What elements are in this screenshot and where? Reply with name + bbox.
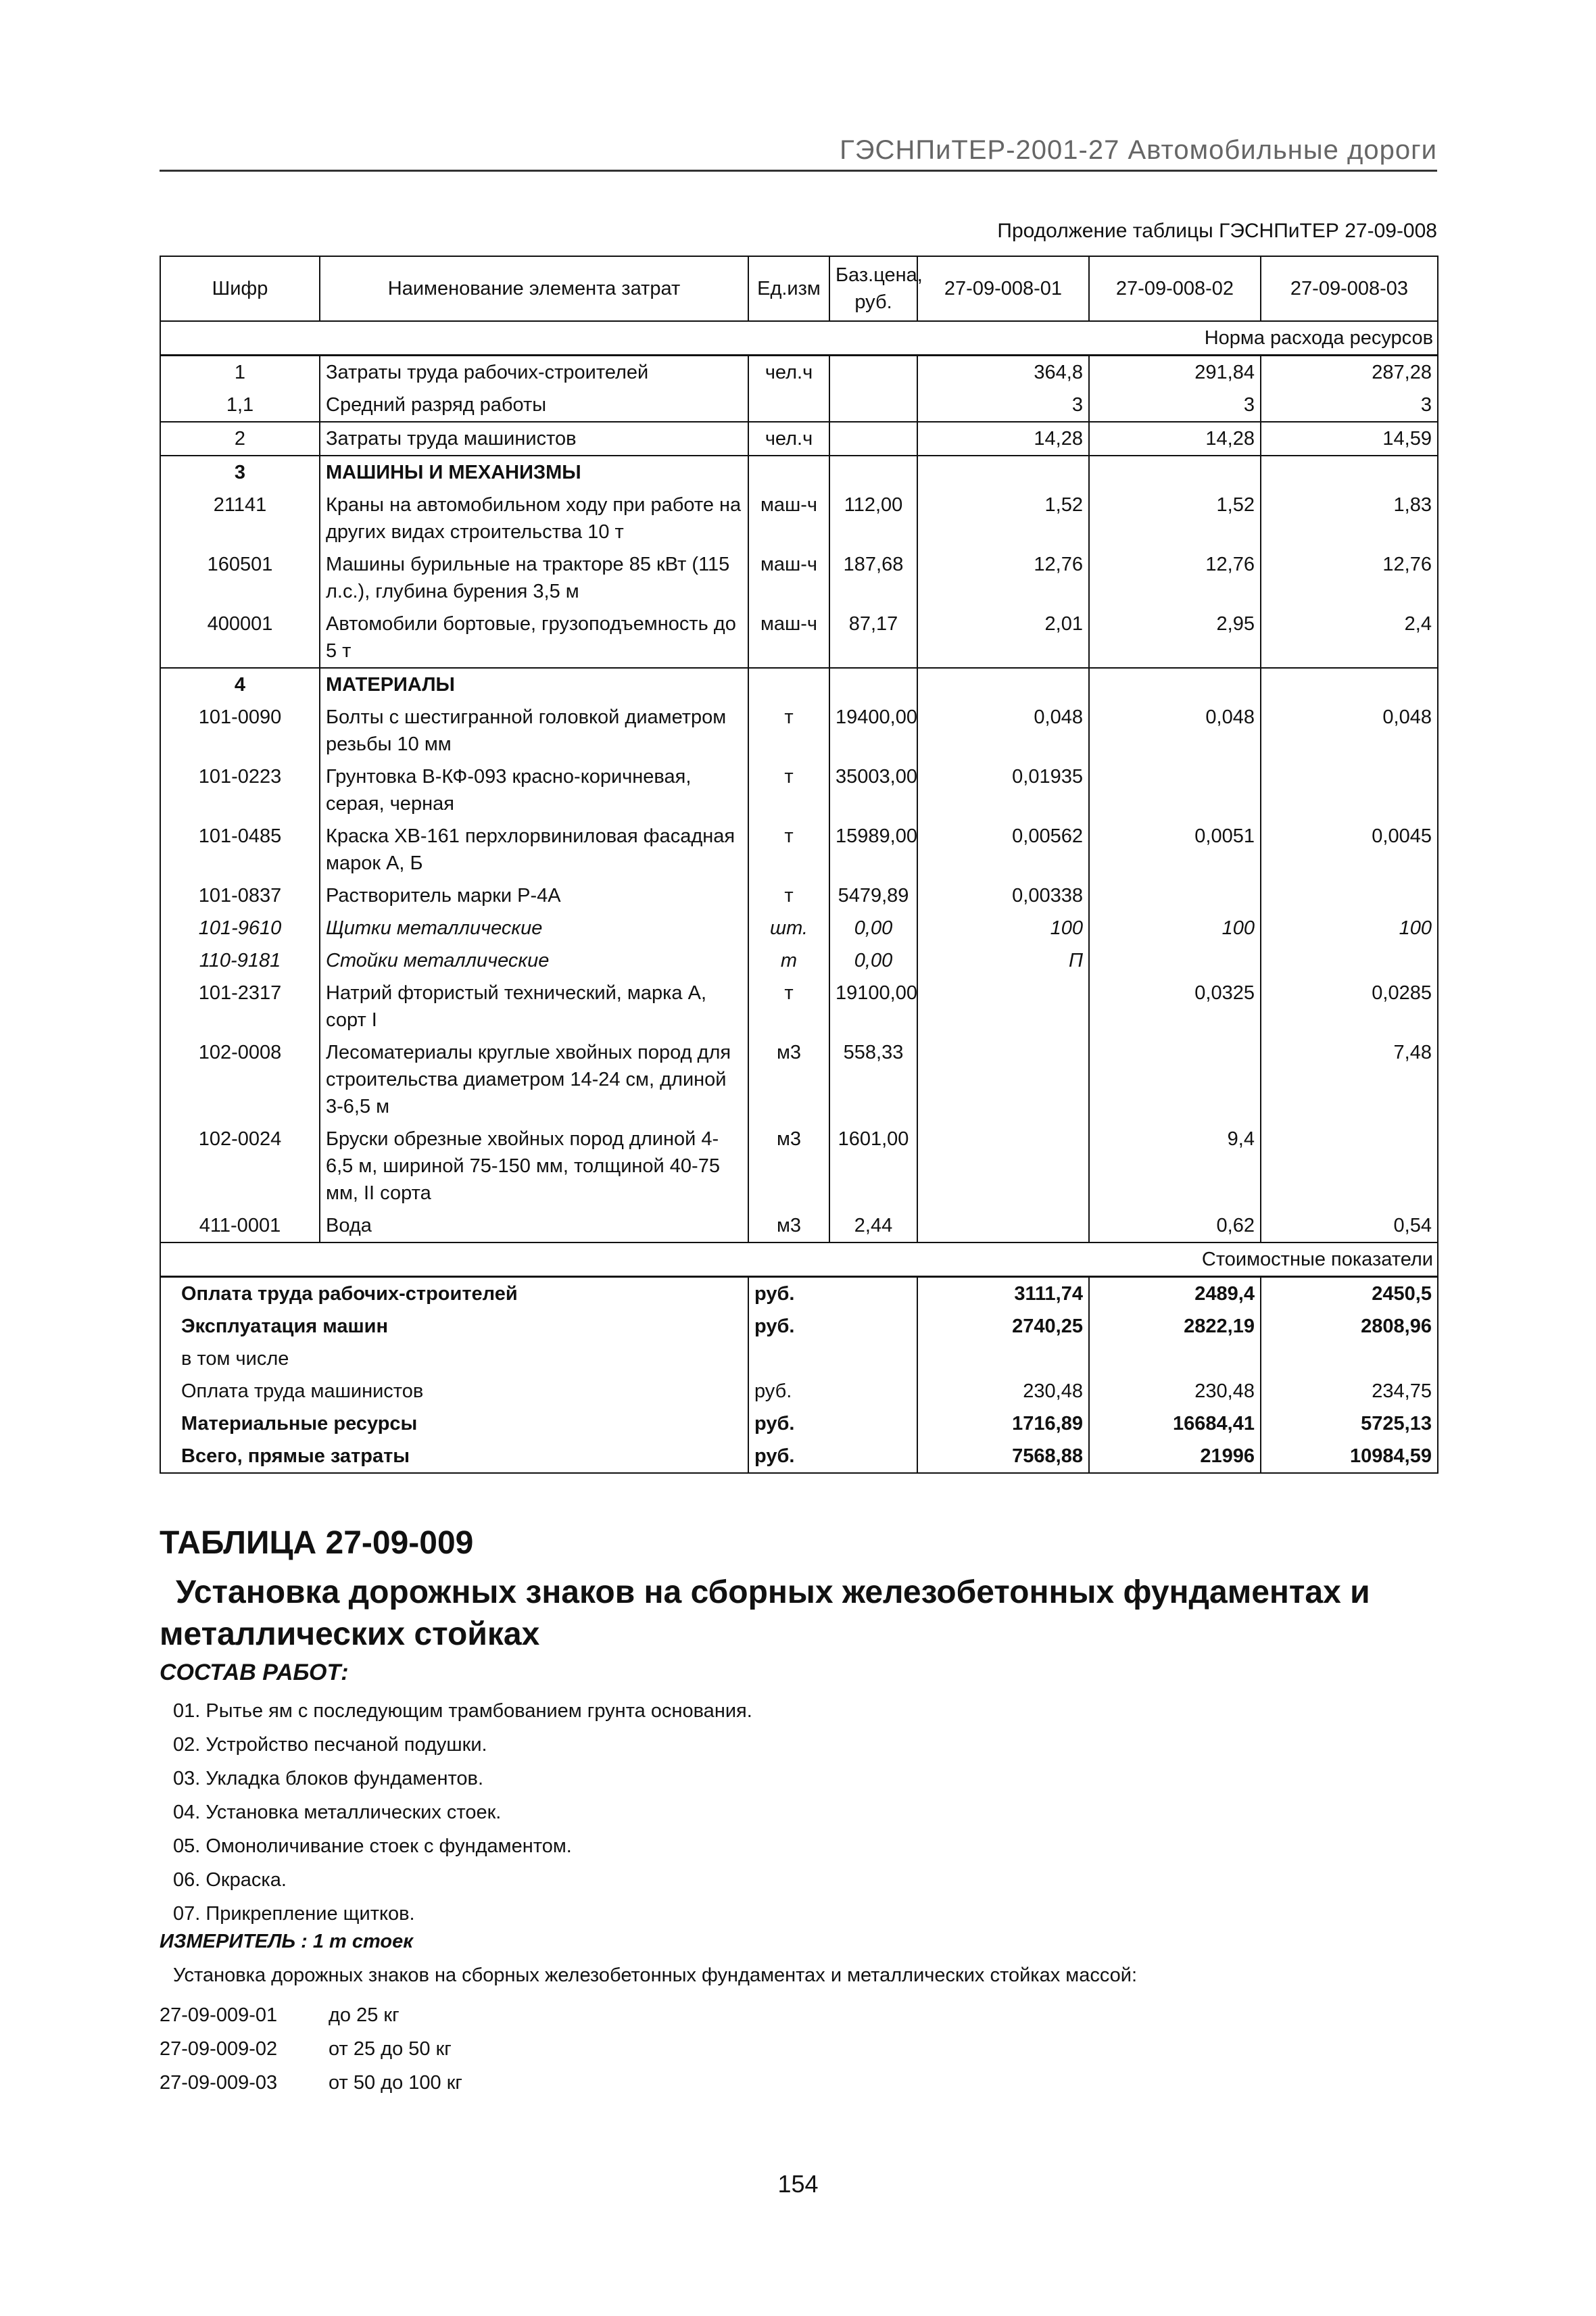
row-name: Грунтовка В-КФ-093 красно-коричневая, серая, черная	[320, 761, 748, 820]
row-unit: чел.ч	[748, 356, 829, 389]
row-unit: т	[748, 879, 829, 912]
row-value: 0,01935	[917, 761, 1089, 820]
row-name: Краны на автомобильном ходу при работе на других видах строительства 10 т	[320, 489, 748, 548]
row-value	[917, 1209, 1089, 1243]
row-code: 4	[160, 668, 320, 701]
row-price: 558,33	[829, 1036, 917, 1123]
row-code: 101-0090	[160, 701, 320, 761]
row-code: 101-9610	[160, 912, 320, 944]
row-value: 1,83	[1261, 489, 1438, 548]
row-value: 14,28	[1089, 422, 1261, 456]
total-spacer	[829, 1310, 917, 1343]
list-item: 06. Окраска.	[173, 1869, 287, 1891]
row-value: 2,01	[917, 608, 1089, 668]
row-name: Щитки металлические	[320, 912, 748, 944]
col-header: Шифр	[160, 256, 320, 321]
total-value: 2489,4	[1089, 1277, 1261, 1311]
row-value: 0,00562	[917, 820, 1089, 879]
row-name: МАТЕРИАЛЫ	[320, 668, 748, 701]
total-value: 5725,13	[1261, 1407, 1438, 1440]
row-code: 160501	[160, 548, 320, 608]
row-price: 0,00	[829, 912, 917, 944]
table-row	[160, 944, 1438, 977]
row-value	[917, 1036, 1089, 1123]
list-item	[160, 2066, 462, 2100]
row-price: 187,68	[829, 548, 917, 608]
variant-code: 27-09-009-02	[160, 2038, 278, 2060]
unit-of-measure: ИЗМЕРИТЕЛЬ : 1 т стоек	[160, 1931, 413, 1952]
total-value: 16684,41	[1089, 1407, 1261, 1440]
row-price	[829, 668, 917, 701]
row-price	[829, 422, 917, 456]
total-row	[160, 1277, 1438, 1311]
total-value: 1716,89	[917, 1407, 1089, 1440]
row-unit	[748, 668, 829, 701]
row-code: 21141	[160, 489, 320, 548]
col-header: Баз.цена, руб.	[829, 256, 917, 321]
row-name: Болты с шестигранной головкой диаметром резьбы 10 мм	[320, 701, 748, 761]
row-value	[917, 668, 1089, 701]
row-code: 102-0024	[160, 1123, 320, 1209]
total-name: Оплата труда рабочих-строителей	[160, 1277, 748, 1311]
row-code: 1	[160, 356, 320, 389]
row-name: Машины бурильные на тракторе 85 кВт (115 л.с.), глубина бурения 3,5 м	[320, 548, 748, 608]
row-price	[829, 356, 917, 389]
variants-intro: Установка дорожных знаков на сборных железобетонных фундаментах и металлических стойках массой:	[173, 1964, 1138, 1986]
table-row	[160, 608, 1438, 668]
row-value: 14,59	[1261, 422, 1438, 456]
row-value: 2,95	[1089, 608, 1261, 668]
total-row	[160, 1310, 1438, 1343]
table-row	[160, 1209, 1438, 1243]
col-header: 27-09-008-01	[917, 256, 1089, 321]
row-price	[829, 389, 917, 422]
row-value: 0,62	[1089, 1209, 1261, 1243]
row-value: 0,0045	[1261, 820, 1438, 879]
row-code: 411-0001	[160, 1209, 320, 1243]
row-value	[917, 456, 1089, 489]
row-value	[1089, 879, 1261, 912]
list-item: 02. Устройство песчаной подушки.	[173, 1734, 487, 1756]
total-value	[1261, 1343, 1438, 1375]
row-code: 2	[160, 422, 320, 456]
row-price: 35003,00	[829, 761, 917, 820]
total-spacer	[829, 1440, 917, 1473]
table-title: ТАБЛИЦА 27-09-009	[160, 1525, 474, 1561]
row-value	[917, 1123, 1089, 1209]
list-item	[160, 1998, 462, 2032]
band-norm-label: Норма расхода ресурсов	[160, 321, 1438, 356]
table-row	[160, 977, 1438, 1036]
row-value: 3	[1089, 389, 1261, 422]
row-unit: т	[748, 977, 829, 1036]
total-unit: руб.	[748, 1310, 829, 1343]
total-value	[917, 1343, 1089, 1375]
row-value: 0,0051	[1089, 820, 1261, 879]
total-spacer	[829, 1343, 917, 1375]
table-continuation-label: Продолжение таблицы ГЭСНПиТЕР 27-09-008	[997, 220, 1437, 242]
row-value: 7,48	[1261, 1036, 1438, 1123]
band-cost-row	[160, 1243, 1438, 1277]
row-value	[1261, 761, 1438, 820]
row-unit	[748, 389, 829, 422]
total-row	[160, 1343, 1438, 1375]
row-name: Бруски обрезные хвойных пород длиной 4-6,5 м, шириной 75-150 мм, толщиной 40-75 мм, II сорта	[320, 1123, 748, 1209]
total-row	[160, 1407, 1438, 1440]
total-spacer	[829, 1277, 917, 1311]
row-name: Затраты труда рабочих-строителей	[320, 356, 748, 389]
total-value: 230,48	[1089, 1375, 1261, 1407]
table-row	[160, 701, 1438, 761]
row-value: 0,048	[917, 701, 1089, 761]
variants-list	[160, 1998, 462, 2100]
total-value: 2740,25	[917, 1310, 1089, 1343]
row-value	[1261, 668, 1438, 701]
table-row	[160, 820, 1438, 879]
row-name: Стойки металлические	[320, 944, 748, 977]
total-name: в том числе	[160, 1343, 748, 1375]
row-value: 1,52	[917, 489, 1089, 548]
total-value: 2808,96	[1261, 1310, 1438, 1343]
col-header: Наименование элемента затрат	[320, 256, 748, 321]
table-row	[160, 548, 1438, 608]
row-value: 12,76	[917, 548, 1089, 608]
row-name: Автомобили бортовые, грузоподъемность до 5 т	[320, 608, 748, 668]
row-price: 15989,00	[829, 820, 917, 879]
row-value: 100	[1261, 912, 1438, 944]
total-name: Всего, прямые затраты	[160, 1440, 748, 1473]
row-unit: чел.ч	[748, 422, 829, 456]
row-unit: т	[748, 820, 829, 879]
row-value: 0,54	[1261, 1209, 1438, 1243]
list-item: 04. Установка металлических стоек.	[173, 1802, 502, 1823]
variant-text: от 25 до 50 кг	[329, 2038, 452, 2060]
row-value: 9,4	[1089, 1123, 1261, 1209]
total-unit: руб.	[748, 1277, 829, 1311]
variant-code: 27-09-009-01	[160, 2004, 278, 2026]
row-name: Краска ХВ-161 перхлорвиниловая фасадная марок А, Б	[320, 820, 748, 879]
row-price: 19100,00	[829, 977, 917, 1036]
row-value: 100	[917, 912, 1089, 944]
total-value: 230,48	[917, 1375, 1089, 1407]
table-row	[160, 912, 1438, 944]
row-unit: т	[748, 944, 829, 977]
total-row	[160, 1375, 1438, 1407]
table-row	[160, 1123, 1438, 1209]
row-name: Средний разряд работы	[320, 389, 748, 422]
list-item	[160, 2032, 462, 2066]
row-unit: м3	[748, 1036, 829, 1123]
row-name: Натрий фтористый технический, марка А, сорт I	[320, 977, 748, 1036]
table-row	[160, 456, 1438, 489]
row-name: МАШИНЫ И МЕХАНИЗМЫ	[320, 456, 748, 489]
row-price: 112,00	[829, 489, 917, 548]
row-price: 1601,00	[829, 1123, 917, 1209]
row-value	[1261, 879, 1438, 912]
row-name: Растворитель марки Р-4А	[320, 879, 748, 912]
row-value: 12,76	[1089, 548, 1261, 608]
total-name: Эксплуатация машин	[160, 1310, 748, 1343]
row-code: 101-0223	[160, 761, 320, 820]
row-value: 12,76	[1261, 548, 1438, 608]
row-code: 101-0837	[160, 879, 320, 912]
band-norm-row	[160, 321, 1438, 356]
row-value: 0,048	[1089, 701, 1261, 761]
row-unit: т	[748, 761, 829, 820]
row-unit: маш-ч	[748, 548, 829, 608]
table-row	[160, 1036, 1438, 1123]
row-unit: маш-ч	[748, 489, 829, 548]
table-row	[160, 389, 1438, 422]
row-value	[1261, 944, 1438, 977]
row-price: 0,00	[829, 944, 917, 977]
row-price: 2,44	[829, 1209, 917, 1243]
row-value: 3	[917, 389, 1089, 422]
row-unit: шт.	[748, 912, 829, 944]
total-spacer	[829, 1375, 917, 1407]
total-value: 7568,88	[917, 1440, 1089, 1473]
row-value: 14,28	[917, 422, 1089, 456]
row-value: 2,4	[1261, 608, 1438, 668]
resource-table	[160, 256, 1438, 1474]
row-unit: м3	[748, 1123, 829, 1209]
total-value: 10984,59	[1261, 1440, 1438, 1473]
variant-code: 27-09-009-03	[160, 2072, 278, 2094]
list-item: 07. Прикрепление щитков.	[173, 1903, 415, 1925]
total-unit: руб.	[748, 1407, 829, 1440]
row-name: Вода	[320, 1209, 748, 1243]
row-price: 19400,00	[829, 701, 917, 761]
row-value: 364,8	[917, 356, 1089, 389]
row-value	[1089, 944, 1261, 977]
row-value: 0,048	[1261, 701, 1438, 761]
table-header-row	[160, 256, 1438, 321]
table-row	[160, 422, 1438, 456]
row-value	[1261, 456, 1438, 489]
variant-text: до 25 кг	[329, 2004, 400, 2026]
table-row	[160, 761, 1438, 820]
row-code: 110-9181	[160, 944, 320, 977]
row-unit	[748, 456, 829, 489]
row-value: 0,0285	[1261, 977, 1438, 1036]
row-price: 87,17	[829, 608, 917, 668]
row-value: 1,52	[1089, 489, 1261, 548]
list-item: 01. Рытье ям с последующим трамбованием грунта основания.	[173, 1700, 752, 1722]
row-price: 5479,89	[829, 879, 917, 912]
total-value	[1089, 1343, 1261, 1375]
row-value	[1089, 456, 1261, 489]
total-value: 21996	[1089, 1440, 1261, 1473]
col-header: Ед.изм	[748, 256, 829, 321]
col-header: 27-09-008-03	[1261, 256, 1438, 321]
row-code: 1,1	[160, 389, 320, 422]
row-code: 101-2317	[160, 977, 320, 1036]
total-value: 3111,74	[917, 1277, 1089, 1311]
row-code: 3	[160, 456, 320, 489]
work-list	[173, 1694, 752, 1931]
list-item: 03. Укладка блоков фундаментов.	[173, 1768, 484, 1789]
row-value	[1261, 1123, 1438, 1209]
row-value: 287,28	[1261, 356, 1438, 389]
total-unit: руб.	[748, 1375, 829, 1407]
row-name: Лесоматериалы круглые хвойных пород для строительства диаметром 14-24 см, длиной 3-6,5 м	[320, 1036, 748, 1123]
page-number: 154	[777, 2170, 819, 2198]
row-value: 291,84	[1089, 356, 1261, 389]
table-row	[160, 356, 1438, 389]
total-unit: руб.	[748, 1440, 829, 1473]
row-name: Затраты труда машинистов	[320, 422, 748, 456]
row-value: 0,00338	[917, 879, 1089, 912]
row-value	[1089, 761, 1261, 820]
table-row	[160, 668, 1438, 701]
table-subtitle: Установка дорожных знаков на сборных железобетонных фундаментах и металлических стойках	[160, 1574, 1370, 1652]
row-price	[829, 456, 917, 489]
row-value: 0,0325	[1089, 977, 1261, 1036]
total-name: Материальные ресурсы	[160, 1407, 748, 1440]
total-value: 2822,19	[1089, 1310, 1261, 1343]
row-value: П	[917, 944, 1089, 977]
row-unit: м3	[748, 1209, 829, 1243]
row-value	[1089, 668, 1261, 701]
row-code: 400001	[160, 608, 320, 668]
table-row	[160, 489, 1438, 548]
row-code: 101-0485	[160, 820, 320, 879]
row-unit: маш-ч	[748, 608, 829, 668]
row-unit: т	[748, 701, 829, 761]
row-value	[917, 977, 1089, 1036]
total-value: 234,75	[1261, 1375, 1438, 1407]
table-row	[160, 879, 1438, 912]
total-row	[160, 1440, 1438, 1473]
total-value: 2450,5	[1261, 1277, 1438, 1311]
row-code: 102-0008	[160, 1036, 320, 1123]
col-header: 27-09-008-02	[1089, 256, 1261, 321]
row-value: 3	[1261, 389, 1438, 422]
row-value: 100	[1089, 912, 1261, 944]
work-composition-label: СОСТАВ РАБОТ:	[160, 1660, 349, 1685]
total-spacer	[829, 1407, 917, 1440]
variant-text: от 50 до 100 кг	[329, 2072, 462, 2094]
row-value	[1089, 1036, 1261, 1123]
list-item: 05. Омоноличивание стоек с фундаментом.	[173, 1835, 572, 1857]
total-unit	[748, 1343, 829, 1375]
total-name: Оплата труда машинистов	[160, 1375, 748, 1407]
band-cost-label: Стоимостные показатели	[160, 1243, 1438, 1277]
running-header: ГЭСНПиТЕР-2001-27 Автомобильные дороги	[160, 135, 1437, 172]
